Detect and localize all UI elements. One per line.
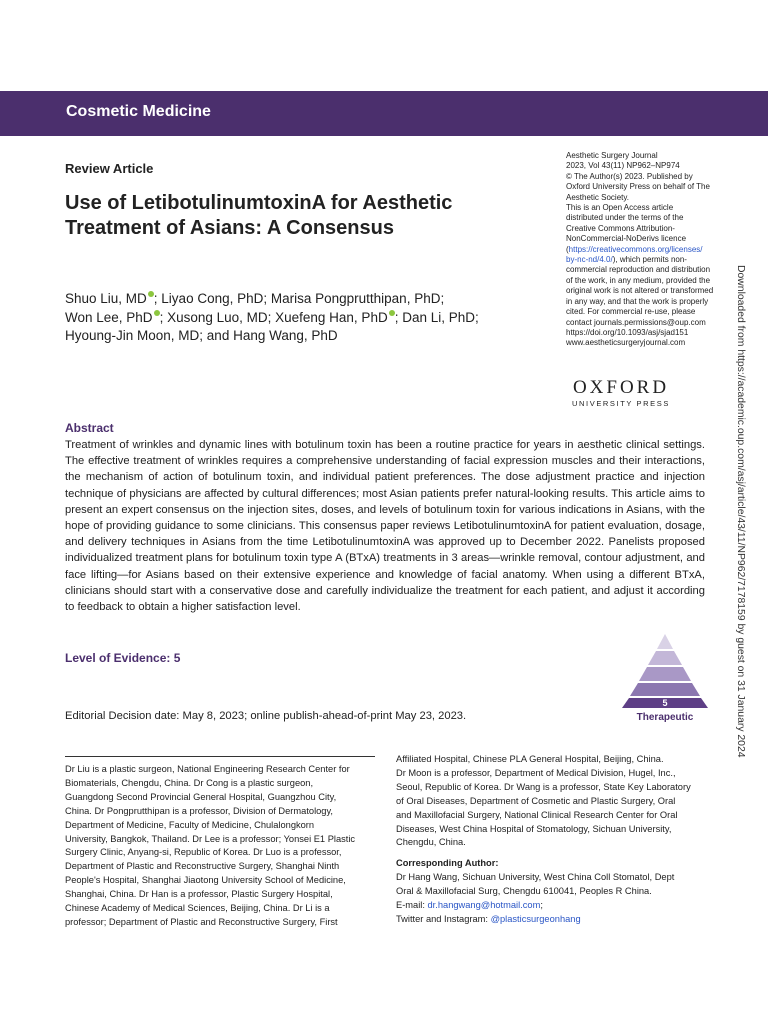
email-link[interactable]: dr.hangwang@hotmail.com — [427, 900, 541, 911]
meta-line: contact journals.permissions@oup.com — [566, 317, 706, 327]
meta-line: 2023, Vol 43(11) NP962–NP974 — [566, 161, 680, 171]
affiliations-left — [65, 763, 383, 930]
abstract-text: Treatment of wrinkles and dynamic lines with botulinum toxin has been a routine practice for years in aesthetic clinical settings. The effective treatment of wrinkles requires a comprehensive understanding of facial expression muscles and their interactions, the mechanism of action of botulinum toxin, and individual patient preferences. The dose adjustment practice and injection technique of physicians are affected by cultural differences; most Asian patients prefer natural-looking results. This article aims to present an expert consensus on the injection sites, doses, and levels of botulinum toxin for various indications in Asians, with the hope of providing guidance to some clinicians. This consensus paper reviews LetibotulinumtoxinA for patient evaluation, dosage, and delivery techniques in Asians from the time LetibotulinumtoxinA was approved up to December 2022. Panelists proposed individualized treatment plans for botulinum toxin type A (BTxA) treatments in 3 areas—wrinkle removal, contour adjustment, and face lifting—for Asians based on their extensive experience and knowledge of facial anatomy. When using a different BTxA, clinicians should start with a conservative dose and carefully individualize the treatment for each patient, and adjust it according to feedback to obtain a higher satisfaction level. — [65, 439, 705, 614]
level-of-evidence: Level of Evidence: 5 — [65, 651, 181, 665]
affiliation-line: People's Hospital, Shanghai Jiaotong University School of Medicine, — [65, 875, 346, 886]
publisher-name: OXFORD — [572, 377, 670, 398]
editorial-decision: Editorial Decision date: May 8, 2023; online publish-ahead-of-print May 23, 2023. — [65, 710, 467, 722]
affiliation-line: and Maxillofacial Surgery, National Clinical Research Center for Oral — [396, 809, 678, 820]
affiliation-line: University, Bangkok, Thailand. Dr Lee is a professor; Yonsei E1 Plastic — [65, 833, 356, 844]
affiliation-line: Chinese Academy of Medical Sciences, Beijing, China. Dr Li is a — [65, 903, 330, 914]
meta-line: commercial reproduction and distribution — [566, 265, 711, 275]
meta-line: original work is not altered or transformed — [566, 286, 714, 296]
footnote-divider — [65, 756, 375, 757]
publisher-logo — [566, 378, 676, 408]
affiliation-line: Department of Plastic and Reconstructive Surgery, Shanghai Ninth — [65, 861, 340, 872]
license-link[interactable]: https://creativecommons.org/licenses/ — [568, 244, 703, 254]
license-paren: ( — [566, 244, 569, 254]
license-tail: ), which permits non- — [612, 255, 687, 265]
meta-line: © The Author(s) 2023. Published by — [566, 171, 693, 181]
corresponding-line: Dr Hang Wang, Sichuan University, West China Coll Stomatol, Dept — [396, 872, 675, 883]
author-names: ; Xusong Luo, MD; Xuefeng Han, PhD — [159, 309, 388, 325]
journal-section-banner — [0, 91, 768, 136]
meta-line: distributed under the terms of the — [566, 213, 684, 223]
affiliation-line: Diseases, West China Hospital of Stomatology, Sichuan University, — [396, 823, 672, 834]
affiliation-line: Shanghai, China. Dr Han is a professor, Plastic Surgery Hospital, — [65, 889, 333, 900]
article-title — [65, 191, 535, 241]
affiliation-line: Guangdong Second Provincial General Hospital, Guangzhou City, — [65, 791, 337, 802]
corresponding-heading: Corresponding Author: — [396, 858, 499, 869]
author-name[interactable]: Shuo Liu, MD — [65, 291, 147, 306]
author-names: ; Liyao Cong, PhD; Marisa Pongprutthipan, PhD; — [153, 291, 445, 306]
meta-line: Oxford University Press on behalf of The — [566, 182, 710, 192]
pyramid-tier — [657, 634, 673, 649]
evidence-level-number: 5 — [662, 698, 668, 708]
affiliation-line: Biomaterials, Chengdu, China. Dr Cong is a plastic surgeon, — [65, 777, 314, 788]
meta-line — [566, 255, 706, 265]
author-names: Hyoung-Jin Moon, MD; and Hang Wang, PhD — [65, 328, 338, 343]
meta-line: Aesthetic Surgery Journal — [566, 151, 658, 160]
meta-line: This is an Open Access article — [566, 203, 674, 213]
author-names: ; Dan Li, PhD; — [394, 309, 479, 325]
email-suffix: ; — [540, 900, 543, 911]
meta-line: Aesthetic Society. — [566, 192, 629, 202]
journal-meta — [566, 151, 714, 349]
title-line: Treatment of Asians: A Consensus — [65, 217, 394, 239]
meta-line — [566, 245, 706, 255]
affiliation-line: Surgery Clinic, Anyang-si, Republic of Korea. Dr Luo is a professor, — [65, 847, 342, 858]
download-notice-text: Downloaded from https://academic.oup.com/asj/article/43/11/NP962/7178159 by guest on 31 January 2024 — [735, 265, 746, 758]
social-line — [396, 913, 714, 927]
download-notice — [734, 265, 746, 765]
affiliation-line: of Oral Diseases, Department of Cosmetic and Plastic Surgery, Oral — [396, 795, 676, 806]
affiliation-line: Seoul, Republic of Korea. Dr Wang is a professor, State Key Laboratory — [396, 781, 691, 792]
affiliation-line: Affiliated Hospital, Chinese PLA General Hospital, Beijing, China. — [396, 754, 664, 764]
social-label: Twitter and Instagram: — [396, 913, 491, 924]
evidence-category: Therapeutic — [636, 712, 694, 723]
meta-line: cited. For commercial re-use, please — [566, 307, 696, 317]
affiliations-right — [396, 753, 714, 927]
affiliation-line: professor; Department of Plastic and Reconstructive Surgery, First — [65, 916, 338, 927]
meta-line: Creative Commons Attribution- — [566, 223, 675, 233]
author-name[interactable]: Won Lee, PhD — [65, 309, 153, 325]
affiliation-line: Dr Liu is a plastic surgeon, National Engineering Research Center for — [65, 764, 350, 774]
publisher-sub: UNIVERSITY PRESS — [572, 399, 670, 408]
article-type: Review Article — [65, 161, 154, 176]
author-list — [65, 290, 535, 346]
spacer — [396, 850, 714, 857]
section-title: Cosmetic Medicine — [66, 103, 211, 120]
abstract-heading: Abstract — [65, 421, 114, 435]
affiliation-line: Chengdu, China. — [396, 837, 466, 848]
journal-website[interactable]: www.aestheticsurgeryjournal.com — [566, 338, 686, 348]
meta-line: of the work, in any medium, provided the — [566, 275, 711, 285]
corresponding-line: Oral & Maxillofacial Surg, Chengdu 610041, Peoples R China. — [396, 886, 652, 897]
email-line — [396, 899, 714, 913]
doi-link[interactable]: https://doi.org/10.1093/asj/sjad151 — [566, 327, 689, 337]
meta-line: in any way, and that the work is properly — [566, 296, 709, 306]
pyramid-tier — [630, 683, 700, 696]
affiliation-line: Department of Medicine, Faculty of Medicine, Chulalongkorn — [65, 819, 315, 830]
pyramid-tier — [648, 651, 682, 665]
affiliation-line: Dr Moon is a professor, Department of Medical Division, Hugel, Inc., — [396, 767, 676, 778]
meta-line: NonCommercial-NoDerivs licence — [566, 234, 687, 244]
license-link[interactable]: by-nc-nd/4.0/ — [566, 255, 613, 265]
title-line: Use of LetibotulinumtoxinA for Aesthetic — [65, 192, 453, 214]
email-label: E-mail: — [396, 900, 428, 911]
pyramid-tier — [639, 667, 691, 681]
affiliation-line: China. Dr Pongprutthipan is a professor, Division of Dermatology, — [65, 805, 334, 816]
social-link[interactable]: @plasticsurgeonhang — [490, 913, 581, 924]
evidence-pyramid-icon — [620, 632, 710, 724]
